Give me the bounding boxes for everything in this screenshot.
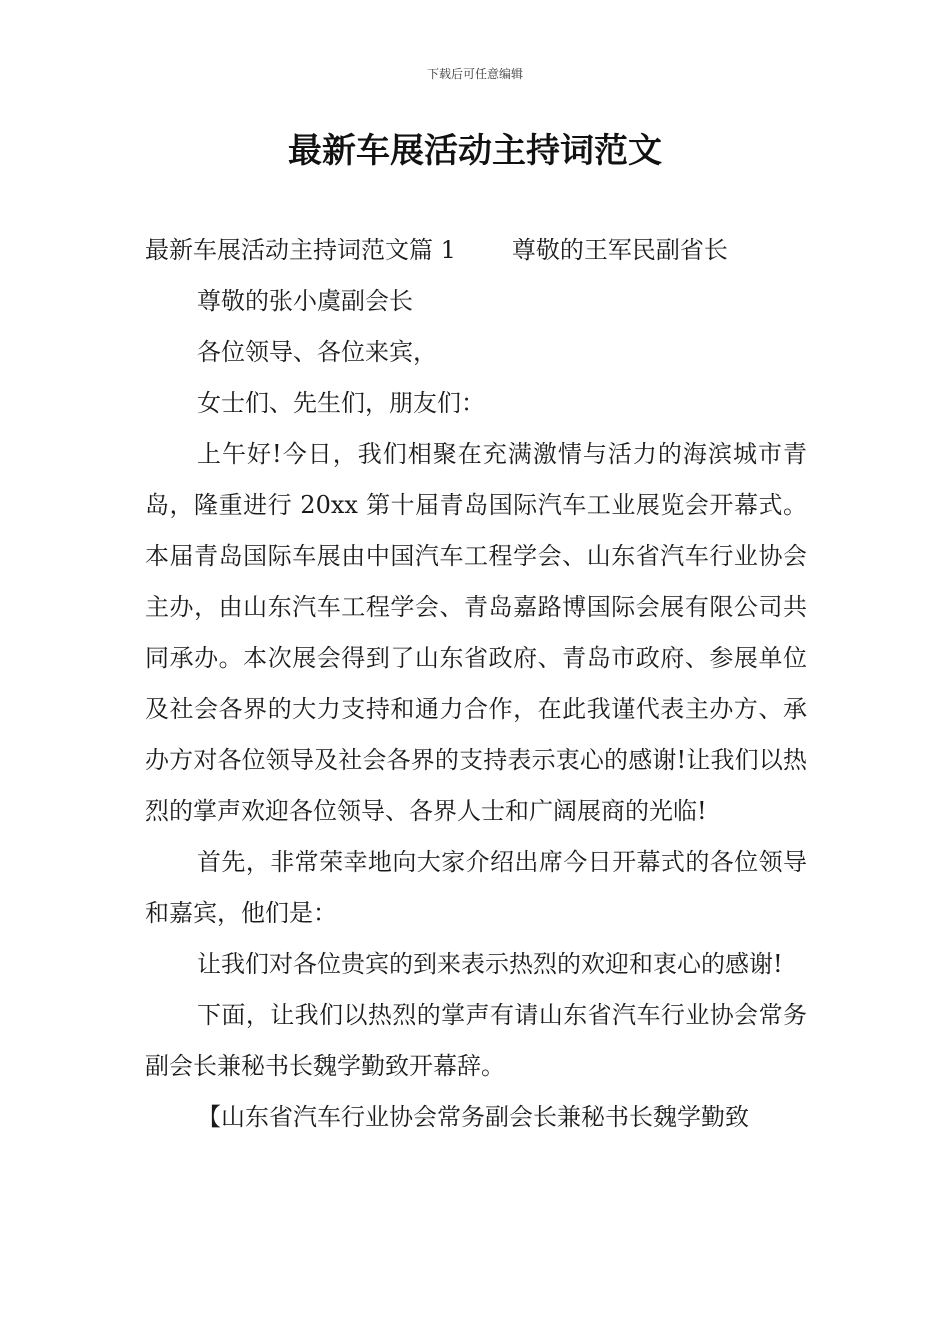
section-label: 最新车展活动主持词范文篇 1 (145, 236, 456, 264)
document-body (145, 225, 807, 1143)
paragraph: 上午好!今日，我们相聚在充满激情与活力的海滨城市青岛，隆重进行 20xx 第十届青岛国际汽车工业展览会开幕式。本届青岛国际车展由中国汽车工程学会、山东省汽车行业协会主办，由山东汽车工程学会、青岛嘉路博国际会展有限公司共同承办。本次展会得到了山东省政府、青岛市政府、参展单位及社会各界的大力支持和通力合作，在此我谨代表主办方、承办方对各位领导及社会各界的支持表示衷心的感谢!让我们以热烈的掌声欢迎各位领导、各界人士和广阔展商的光临! (145, 440, 807, 825)
paragraph: 女士们、先生们，朋友们： (197, 389, 485, 417)
paragraph: 各位领导、各位来宾， (197, 338, 437, 366)
greeting-text: 尊敬的王军民副省长 (511, 236, 728, 264)
paragraph: 让我们对各位贵宾的到来表示热烈的欢迎和衷心的感谢! (197, 950, 783, 978)
paragraph: 【山东省汽车行业协会常务副会长兼秘书长魏学勤致 (197, 1103, 749, 1131)
paragraph: 下面，让我们以热烈的掌声有请山东省汽车行业协会常务副会长兼秘书长魏学勤致开幕辞。 (145, 1001, 807, 1080)
paragraph: 尊敬的张小虞副会长 (197, 287, 413, 315)
paragraph: 首先，非常荣幸地向大家介绍出席今日开幕式的各位领导和嘉宾，他们是： (145, 848, 807, 927)
document-title: 最新车展活动主持词范文 (288, 131, 662, 171)
section-heading-line (145, 225, 807, 276)
header-note: 下载后可任意编辑 (426, 67, 523, 81)
